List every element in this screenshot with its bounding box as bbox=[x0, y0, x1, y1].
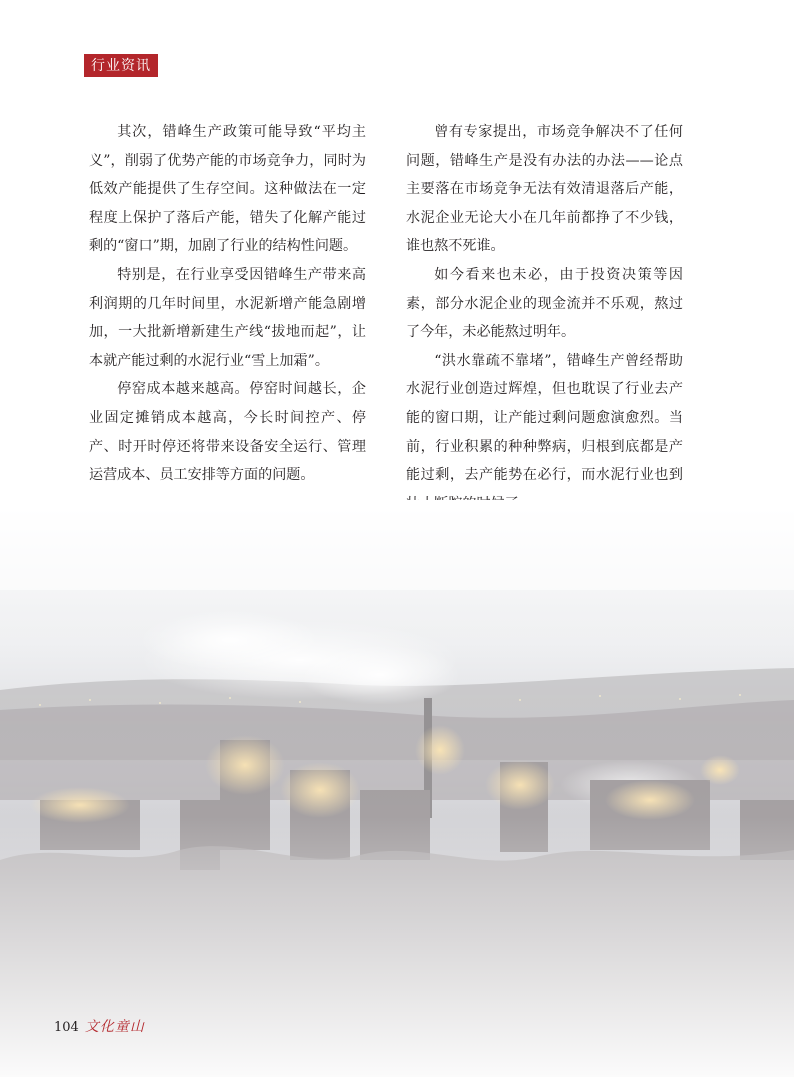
paragraph: “洪水靠疏不靠堵”，错峰生产曾经帮助水泥行业创造过辉煌，但也耽误了行业去产能的窗口期，让产能过剩问题愈演愈烈。当前，行业积累的种种弊病，归根到底都是产能过剩，去产能势在必行，而水泥行业也到 bbox=[406, 352, 683, 484]
paragraph: 停窑成本越来越高。停窑时间越长，企业固定摊销成本越高，今长时间控产、停产、时开时停还将带来设备安全运行、管理运营成本、员工安排等方面的问题。 bbox=[89, 381, 366, 484]
paragraph: 特别是，在行业享受因错峰生产带来高利润期的几年时间里，水泥新增产能急剧增加，一大批新增新建生产线“拔地而起”，让本就产能过剩的水泥行业“雪上加霜”。 bbox=[89, 266, 366, 369]
page-footer bbox=[54, 1016, 145, 1036]
paragraph: 其次，错峰生产政策可能导致“平均主义”，削弱了优势产能的市场竞争力，同时为低效产能提供了生存空间。这种做法在一定程度上保护了落后产能，错失了化解产能过剩的“窗口”期，加剧了行业的结构性问题。 bbox=[89, 124, 366, 255]
left-column bbox=[89, 118, 366, 490]
paragraph: 曾有专家提出，市场竞争解决不了任何问题，错峰生产是没有办法的办法——论点主要落在市场竞争无法有效清退落后产能，水泥企业无论大小在几年前都挣了不少钱，谁也熬不死谁。 bbox=[406, 124, 683, 255]
section-tag: 行业资讯 bbox=[84, 54, 158, 77]
page-number: 104 bbox=[54, 1020, 79, 1035]
magazine-logo: 文化童山 bbox=[84, 1019, 145, 1035]
paragraph: 如今看来也未必，由于投资决策等因素，部分水泥企业的现金流并不乐观，熬过了今年，未必能熬过明年。 bbox=[406, 266, 683, 341]
right-column bbox=[406, 118, 683, 518]
cement-plant-night-photo bbox=[0, 500, 794, 1077]
